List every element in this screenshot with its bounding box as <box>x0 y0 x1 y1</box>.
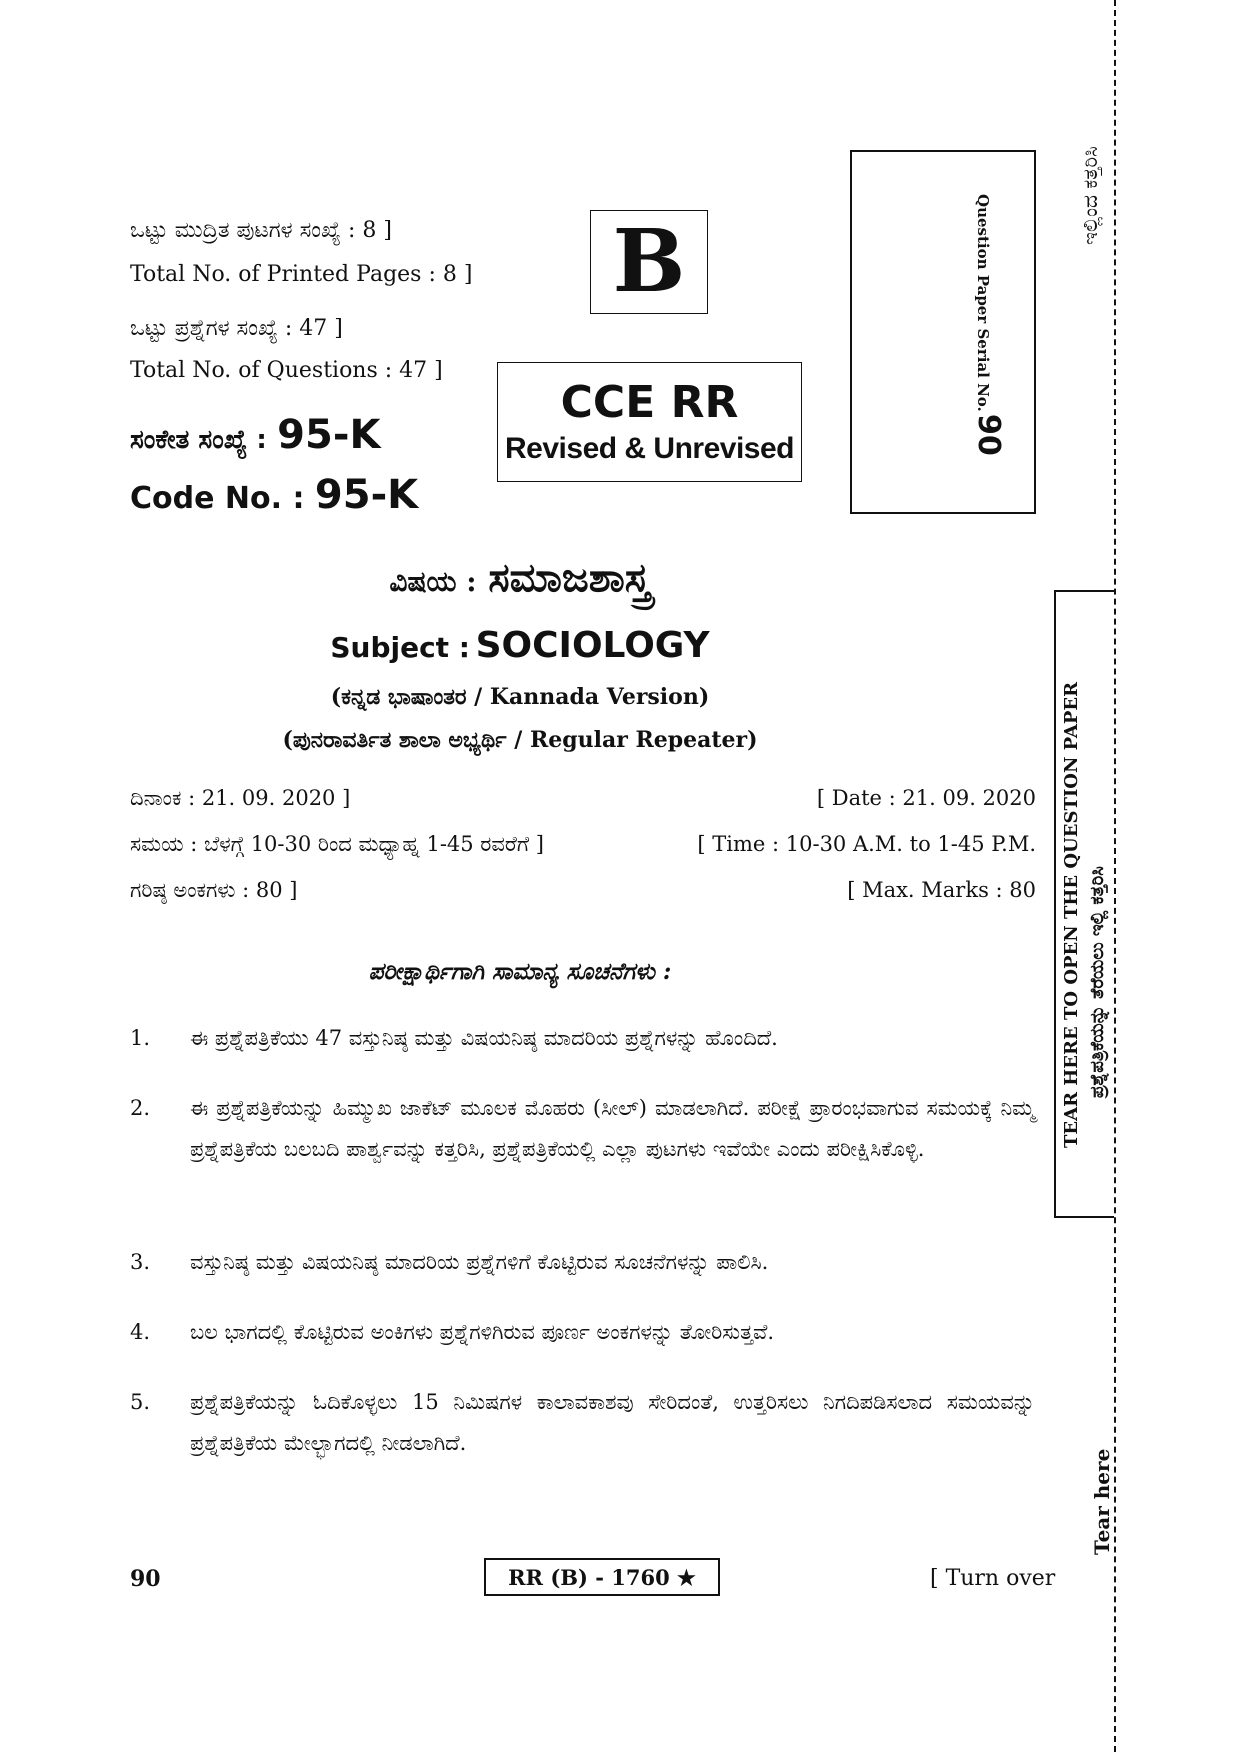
instructions-heading: ಪರೀಕ್ಷಾರ್ಥಿಗಾಗಿ ಸಾಮಾನ್ಯ ಸೂಚನೆಗಳು : <box>368 958 672 985</box>
turn-over-label: [ Turn over <box>930 1566 1056 1591</box>
en-total-questions: Total No. of Questions : 47 ] <box>130 358 443 383</box>
instruction-text: ವಸ್ತುನಿಷ್ಠ ಮತ್ತು ವಿಷಯನಿಷ್ಠ ಮಾದರಿಯ ಪ್ರಶ್ನೆಗಳಿಗೆ ಕೊಟ್ಟಿರುವ ಸೂಚನೆಗಳನ್ನು ಪಾಲಿಸಿ. <box>190 1250 769 1274</box>
subject-en-label: Subject : <box>330 631 471 664</box>
tear-instruction-kn: ಪ್ರಶ್ನೆಪತ್ರಿಕೆಯನ್ನು ತೆರೆಯಲು ಇಲ್ಲಿ ಕತ್ತರಿಸಿ <box>1087 866 1108 1098</box>
instruction-item <box>0 1312 1040 1342</box>
subject-en <box>0 625 1040 666</box>
instruction-text: ಪ್ರಶ್ನೆಪತ್ರಿಕೆಯನ್ನು ಓದಿಕೊಳ್ಳಲು 15 ನಿಮಿಷಗಳ ಕಾಲಾವಕಾಶವು ಸೇರಿದಂತೆ, ಉತ್ತರಿಸಲು ನಿಗದಿಪಡಿಸಲಾದ ಸಮಯವನ್ನು ಪ್ರಶ್ನೆಪತ್ರಿಕೆಯ ಮೇಲ್ಭಾಗದಲ್ಲಿ ನೀಡಲಾಗಿದೆ. <box>190 1390 1035 1455</box>
instruction-item <box>0 1242 1040 1272</box>
instruction-number: 1. <box>130 1026 151 1050</box>
version-en: Kannada Version <box>489 684 699 710</box>
kn-code-label: ಸಂಕೇತ ಸಂಖ್ಯೆ : <box>130 425 267 455</box>
version-letter-box <box>590 210 708 314</box>
version-letter: B <box>612 211 686 312</box>
exam-type-title: CCE RR <box>560 377 739 428</box>
serial-number-box <box>850 150 1036 514</box>
footer-paper-code-box <box>484 1558 720 1596</box>
repeater-en: Regular Repeater <box>529 727 748 753</box>
instruction-number: 4. <box>130 1320 151 1344</box>
serial-number-label: Question Paper Serial No. <box>974 194 992 412</box>
subject-en-value: SOCIOLOGY <box>475 625 710 666</box>
en-code-value: 95-K <box>314 472 419 518</box>
en-max-marks: [ Max. Marks : 80 <box>847 878 1036 902</box>
kn-date: ದಿನಾಂಕ : 21. 09. 2020 ] <box>130 786 351 810</box>
instruction-number: 2. <box>130 1096 151 1120</box>
repeater-kn: ಪುನರಾವರ್ತಿತ ಶಾಲಾ ಅಭ್ಯರ್ಥಿ <box>292 727 507 753</box>
tear-top-label: ಇಲ್ಲಿಂದ ಕತ್ತರಿಸಿ <box>1078 146 1102 245</box>
en-code-label: Code No. : <box>130 481 305 516</box>
subject-kn <box>0 554 1040 601</box>
instruction-item <box>0 1018 1040 1048</box>
subject-kn-label: ವಿಷಯ : <box>389 565 477 598</box>
tear-line <box>1114 0 1116 1752</box>
exam-type-subtitle: Revised & Unrevised <box>505 432 794 465</box>
kn-total-questions: ಒಟ್ಟು ಪ್ರಶ್ನೆಗಳ ಸಂಖ್ಯೆ : 47 ] <box>130 316 343 341</box>
tear-instruction-en: TEAR HERE TO OPEN THE QUESTION PAPER <box>1061 681 1082 1148</box>
kn-printed-pages: ಒಟ್ಟು ಮುದ್ರಿತ ಪುಟಗಳ ಸಂಖ್ಯೆ : 8 ] <box>130 218 392 243</box>
instruction-item <box>0 1382 1040 1472</box>
instruction-text: ಈ ಪ್ರಶ್ನೆಪತ್ರಿಕೆಯನ್ನು ಹಿಮ್ಮುಖ ಜಾಕೆಟ್ ಮೂಲಕ ಮೊಹರು (ಸೀಲ್) ಮಾಡಲಾಗಿದೆ. ಪರೀಕ್ಷೆ ಪ್ರಾರಂಭವಾಗುವ ಸಮಯಕ್ಕೆ ನಿಮ್ಮ ಪ್ರಶ್ನೆಪತ್ರಿಕೆಯ ಬಲಬದಿ ಪಾರ್ಶ್ವವನ್ನು ಕತ್ತರಿಸಿ, ಪ್ರಶ್ನೆಪತ್ರಿಕೆಯಲ್ಲಿ ಎಲ್ಲಾ ಪುಟಗಳು ಇವೆಯೇ ಎಂದು ಪರೀಕ್ಷಿಸಿಕೊಳ್ಳಿ. <box>190 1096 1035 1161</box>
instruction-number: 5. <box>130 1390 151 1414</box>
footer-paper-code: RR (B) - 1760 ★ <box>508 1564 696 1590</box>
instruction-text: ಈ ಪ್ರಶ್ನೆಪತ್ರಿಕೆಯು 47 ವಸ್ತುನಿಷ್ಠ ಮತ್ತು ವಿಷಯನಿಷ್ಠ ಮಾದರಿಯ ಪ್ರಶ್ನೆಗಳನ್ನು ಹೊಂದಿದೆ. <box>190 1026 778 1050</box>
kn-code-number <box>130 412 380 458</box>
en-time: [ Time : 10-30 A.M. to 1-45 P.M. <box>697 832 1036 856</box>
version-kn: ಕನ್ನಡ ಭಾಷಾಂತರ <box>341 684 467 710</box>
tear-here-label: Tear here <box>1090 1448 1114 1555</box>
kn-code-value: 95-K <box>277 412 381 458</box>
exam-type-box <box>497 362 802 482</box>
tear-instruction-box <box>1054 590 1114 1218</box>
version-line: (ಕನ್ನಡ ಭಾಷಾಂತರ / Kannada Version) <box>330 684 710 710</box>
serial-number-value: 90 <box>971 414 1006 456</box>
subject-kn-value: ಸಮಾಜಶಾಸ್ತ್ರ <box>488 554 651 601</box>
en-code-number <box>130 472 418 518</box>
instruction-item <box>0 1088 1040 1218</box>
footer-page-code: 90 <box>130 1566 161 1592</box>
en-date: [ Date : 21. 09. 2020 <box>816 786 1036 810</box>
repeater-line: (ಪುನರಾವರ್ತಿತ ಶಾಲಾ ಅಭ್ಯರ್ಥಿ / Regular Repeater) <box>282 727 758 753</box>
kn-time: ಸಮಯ : ಬೆಳಗ್ಗೆ 10-30 ರಿಂದ ಮಧ್ಯಾಹ್ನ 1-45 ರವರೆಗೆ ] <box>130 832 544 856</box>
instruction-text: ಬಲ ಭಾಗದಲ್ಲಿ ಕೊಟ್ಟಿರುವ ಅಂಕಿಗಳು ಪ್ರಶ್ನೆಗಳಿಗಿರುವ ಪೂರ್ಣ ಅಂಕಗಳನ್ನು ತೋರಿಸುತ್ತವೆ. <box>190 1320 775 1344</box>
instruction-number: 3. <box>130 1250 151 1274</box>
en-printed-pages: Total No. of Printed Pages : 8 ] <box>130 262 473 287</box>
kn-max-marks: ಗರಿಷ್ಠ ಅಂಕಗಳು : 80 ] <box>130 878 298 902</box>
